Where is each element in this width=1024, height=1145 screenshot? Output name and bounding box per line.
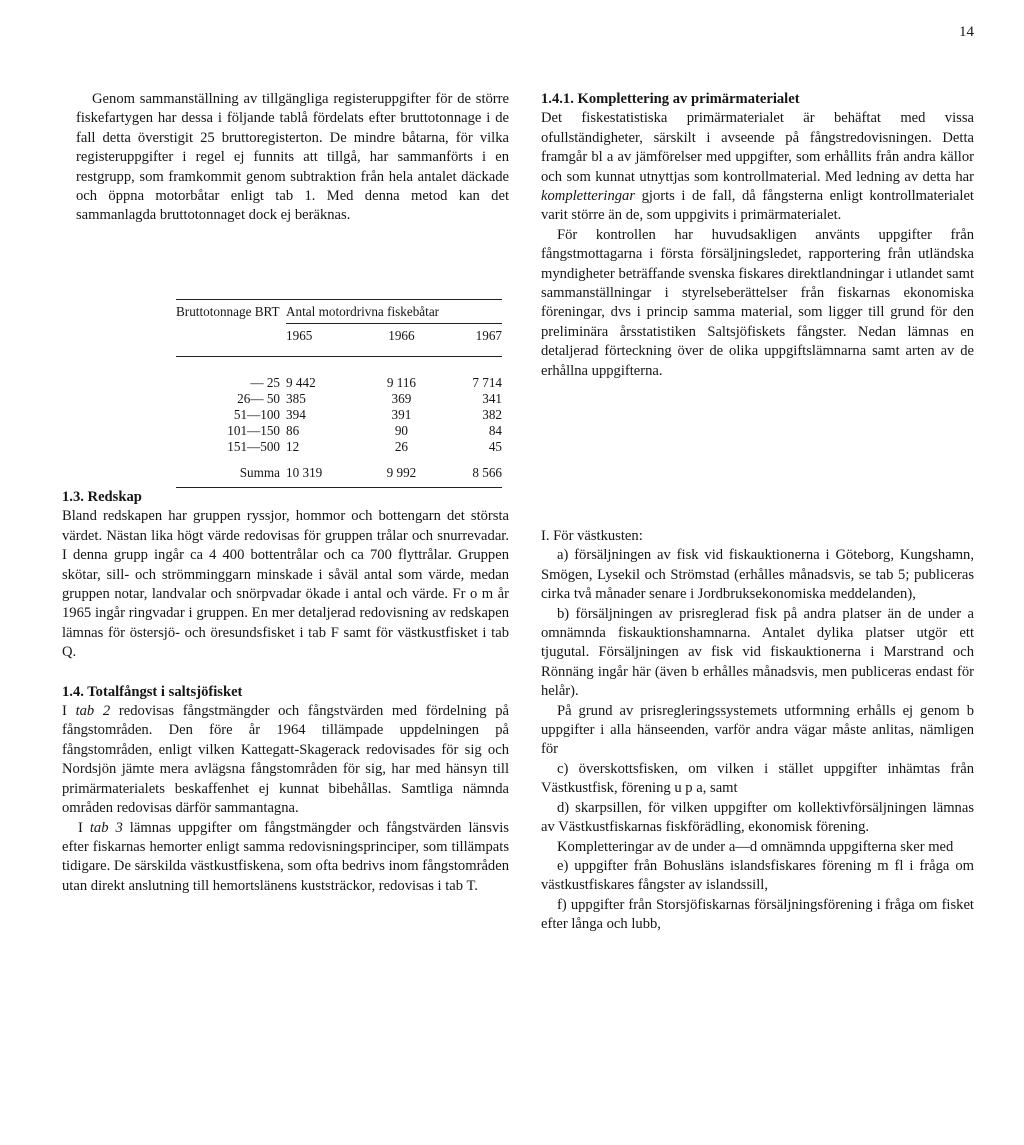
paragraph-1-4-b: I tab 3 lämnas uppgifter om fångstmängder och fångstvärden länsvis efter fiskarnas hemorter enligt samma redovisningsprinciper, som tillämpats tidigare. De särskilda västkustfiskena, som ofta bedrivs inom fångstområden utan direkt anslutning till hemortslänens kuststräckor, redovisas i tab T. <box>62 819 509 894</box>
table-year-1966: 1966 <box>388 328 415 343</box>
table-row: 26— 50 385 369 341 <box>237 391 502 406</box>
intro-paragraph: Genom sammanställning av tillgängliga registeruppgifter för de större fiskefartygen har dessa i följande tablå fördelats efter bruttotonnage i de fall detta överstigit 25 bruttoregisterton. De mindre båtarna, för vilka registeruppgifter i regel ej funnits att tillgå, har sammanförts i en restgrupp, som framkommit genom subtraktion från hela antalet däckade och öppna motorbåtar enligt tab 1. Med denna metod kan det sammanlagda bruttotonnaget dock ej beräknas. <box>76 91 509 224</box>
list-mid-text-2: Kompletteringar av de under a—d omnämnda uppgifterna sker med <box>557 838 954 855</box>
table-sum-label: Summa <box>239 465 280 480</box>
table-row: 101—150 86 90 84 <box>227 423 502 438</box>
table-year-1965: 1965 <box>286 328 313 343</box>
table-sum-row: Summa 10 319 9 992 8 566 <box>176 455 502 488</box>
left-intro-block <box>76 90 509 226</box>
table-row: — 25 9 442 9 116 7 714 <box>250 375 502 390</box>
page-number: 14 <box>959 24 974 40</box>
table-row: 151—500 12 26 45 <box>227 439 502 454</box>
paragraph-1-4-1-a: Det fiskestatistiska primärmaterialet är behäftat med vissa ofullständigheter, särskilt i avseende på fångstredovisningen. Detta framgår bl a av jämförelser med uppgifter, som erhållits från andra källor och som kunnat utnyttjas som kontrollmaterial. Med ledning av detta har kompletteringar gjorts i de fall, då fångsterna enligt kontrollmaterialet varit större än de, som uppgivits i primärmaterialet. <box>541 110 974 224</box>
table-row: 51—100 394 391 382 <box>233 407 502 422</box>
list-item-c: c) överskottsfisken, om vilken i stället uppgifter inhämtas från Västkustfisk, förening u p a, samt <box>541 760 974 797</box>
tonnage-table <box>176 299 502 488</box>
heading-1-4: 1.4. Totalfångst i saltsjöfisket <box>62 683 243 700</box>
table-col-header-brt: Bruttotonnage BRT <box>176 304 280 319</box>
list-item-f: f) uppgifter från Storsjöfiskarnas försäljningsförening i fråga om fisket efter långa och lubb, <box>541 896 974 933</box>
list-item-a: a) försäljningen av fisk vid fiskauktionerna i Göteborg, Kungshamn, Smögen, Lysekil och Strömstad (erhålles månadsvis, se tab 5; publiceras cirka två månader senare i Jordbruksekonomiska meddelanden), <box>541 547 974 603</box>
left-lower-block <box>62 488 509 896</box>
heading-1-3: 1.3. Redskap <box>62 489 142 505</box>
list-item-d: d) skarpsillen, för vilken uppgifter om kollektivförsäljningen lämnas av Västkustfiskarnas fiskförädling, ekonomisk förening. <box>541 799 974 836</box>
right-upper-block <box>541 90 974 381</box>
heading-1-4-1: 1.4.1. Komplettering av primärmaterialet <box>541 91 800 107</box>
list-item-e: e) uppgifter från Bohusläns islandsfiskares förening m fl i fråga om västkustfiskares fångster av islandssill, <box>541 857 974 894</box>
paragraph-1-4-1-b: För kontrollen har huvudsakligen använts uppgifter från fångstmottagarna i första försäljningsledet, rapportering från utländska myndigheter beträffande svenska fiskares direktlandningar i utlandet samt sammanställningar i styrelseberättelser från fiskarnas ekonomiska föreningar, dvs i princip samma material, som ligger till grund för den preliminära årsstatistiken Saltsjöfiskets fångster. Nedan lämnas en detaljerad förteckning över de olika uppgiftslämnarna samt arten av de erhållna uppgifterna. <box>541 226 974 379</box>
right-list-block <box>541 527 974 935</box>
table-group-header: Antal motordrivna fiskebåtar <box>286 304 440 319</box>
paragraph-1-4-a: I tab 2 redovisas fångstmängder och fångstvärden med fördelning på fångstområden. Den före år 1964 tillämpade uppdelningen på fångstområden, enligt vilken Kattegatt-Skagerack redovisades för sig och Nordsjön jämte mera avlägsna fångstområden för sig, har med hänsyn till primärmaterialets beskaffenhet ej kunnat bibehållas. Samtliga nämnda områden redovisas därför sammantagna. <box>62 703 510 817</box>
table-year-1967: 1967 <box>475 328 502 343</box>
list-intro: I. För västkusten: <box>541 528 643 544</box>
list-item-b: b) försäljningen av prisreglerad fisk på andra platser än de under a omnämnda fiskauktionshamnarna. Antalet dylika platser utgör ett tjugutal. Försäljningen av fisk vid fiskauktionerna i Marstrand och Rönnäng ingår här (även b erhålles månadsvis, men publiceras endast för helår). <box>541 605 974 700</box>
paragraph-1-3: Bland redskapen har gruppen ryssjor, hommor och bottengarn det största värdet. Nästan lika högt värde redovisas för gruppen trålar och snurrevadar. I denna grupp ingår ca 4 400 bottentrålar och ca 700 flyttrålar. Gruppen skötar, sill- och strömminggarn minskade i såväl antal som värde, medan gruppen notar, landvalar och snörpvadar ökade i antal och värde. Fr o m år 1965 ingår ringvadar i gruppen. En mer detaljerad redovisning av redskapen lämnas för östersjö- och öresundsfisket i tab F samt för västkustfisket i tab Q. <box>62 508 509 661</box>
list-mid-text: På grund av prisregleringssystemets utformning erhålls ej genom b uppgifter i alla hänseenden, varför andra vägar måste anlitas, nämligen för <box>541 702 974 758</box>
